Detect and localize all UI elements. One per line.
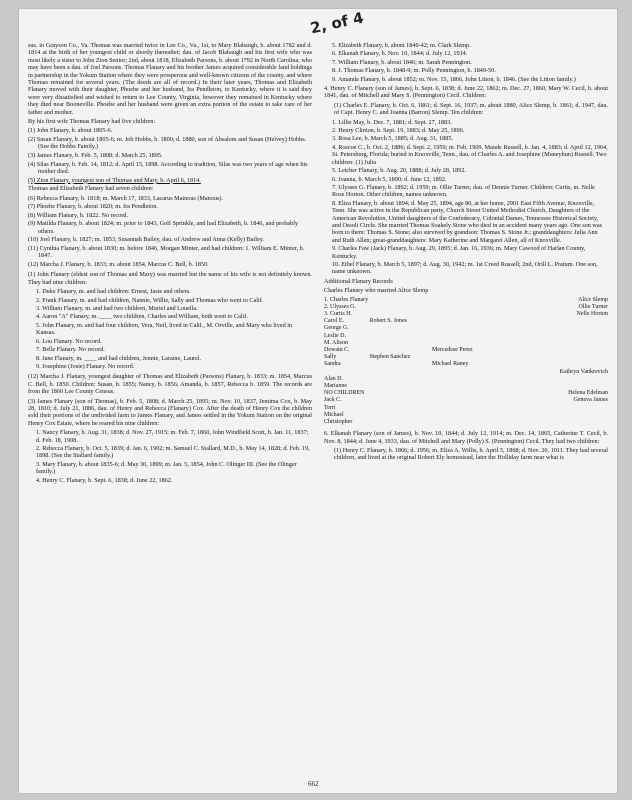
- table-cell: [511, 340, 608, 347]
- right-column: [324, 42, 608, 464]
- john-paragraph: (1) John Flanary (eldest son of Thomas and Mary) was married but the name of his wife is not definitely known. They had nine children:: [28, 271, 312, 286]
- second-wife-heading: Thomas and Elizabeth Flanary had seven children:: [28, 185, 154, 193]
- james-child: 8. J. Thomas Flanary, b. 1848-9; m. Polly Pennington, b. 1849-50.: [332, 67, 496, 75]
- table-cell: [369, 333, 431, 340]
- table-row: [324, 340, 608, 347]
- table-row: [324, 383, 608, 390]
- table-cell: [432, 318, 512, 325]
- table-cell: [432, 333, 512, 340]
- table-row: [324, 376, 608, 383]
- table-row: [324, 369, 608, 376]
- table-cell: Dewain C.: [324, 347, 350, 354]
- table-row: [324, 361, 608, 368]
- table-cell: [432, 419, 512, 426]
- table-cell: Sally: [324, 354, 337, 361]
- table-cell: Stephen Sanchez: [369, 354, 411, 361]
- table-cell: [369, 419, 431, 426]
- page-number: 662: [308, 780, 319, 788]
- table-cell: [432, 383, 512, 390]
- charles-child: 4. Roscoe C., b. Oct. 2, 1886; d. Sept. 2, 1959; m. Feb. 1909, Maude Russell, b. Jan. 4, 1883; d. April 12, 1964, St. Petersburg, Florida; buried in Knoxville, Tenn., dau. of Charles A. and Josephine (Muneyhun) Russell. Two children: (1) Julia: [332, 143, 608, 166]
- table-cell: Sandra: [324, 361, 341, 368]
- child-entry: (7) Phoebe Flanary, b. about 1820; m. Ira Pendleton.: [28, 203, 158, 211]
- child-entry: (9) Matilda Flanary, b. about 1824; m. prior to 1843, Golf Sprinkle, and had Elizabeth, b. 1846, and probably others.: [28, 220, 299, 235]
- table-cell: Kathryn Vankrevich: [559, 368, 608, 375]
- table-cell: Jack C.: [324, 397, 342, 404]
- table-cell: [369, 325, 431, 332]
- table-cell: Robert S. Jones: [369, 318, 407, 325]
- table-cell: Mercedese Perez: [431, 347, 473, 354]
- table-cell: M. Alison: [324, 339, 349, 346]
- table-cell: Michael: [324, 411, 344, 418]
- charles-child: 3. Rosa Lee, b. March 5, 1885; d. Aug. 31, 1885.: [332, 135, 453, 143]
- table-cell: Geneva James: [573, 397, 608, 404]
- table-row: [324, 311, 608, 318]
- table-cell: [511, 361, 608, 368]
- table-cell: [369, 397, 431, 404]
- table-cell: [369, 383, 431, 390]
- elkanah-child-paragraph: (1) Henry C. Flanary, b. 1866; d. 1956; m. Eliza A. Willis, b. April 5, 1868; d. Nov. 20, 1911. They had several children, and lived at the original Robert Ely homestead, later the Holliday farm near what is: [334, 447, 608, 462]
- table-cell: [369, 361, 431, 368]
- table-cell: Leslie D.: [324, 332, 346, 339]
- table-cell: [511, 318, 608, 325]
- table-row: [324, 347, 608, 354]
- table-cell: [369, 405, 431, 412]
- james-child: 2. Rebecca Flanary, b. Oct. 5, 1839; d. Jan. 6, 1902; m. Samuel C. Stallard, M.D., b. May 14, 1828; d. Feb. 19, 1898. (See the Stallard family.): [36, 444, 310, 460]
- table-cell: [511, 376, 608, 383]
- table-cell: Christopher: [324, 419, 353, 426]
- table-cell: Carol E.: [324, 318, 344, 325]
- table-row: [324, 354, 608, 361]
- john-child: 8. Jane Flanary, m. ____ and had children, Jennie, Laraine, Laurel.: [36, 354, 202, 362]
- table-cell: [369, 297, 431, 304]
- john-child: 9. Josephine (Josie) Flanary. No record.: [36, 362, 135, 370]
- table-cell: [432, 369, 512, 376]
- table-cell: [511, 383, 608, 390]
- additional-records-subtitle: Charles Flanary who married Alice Slemp: [324, 287, 429, 295]
- table-cell: Nelle Horton: [576, 311, 608, 317]
- table-row: [324, 297, 608, 304]
- additional-records-title: Additional Flanary Records: [324, 277, 393, 285]
- table-cell: [432, 412, 512, 419]
- henry-child-paragraph: (1) Charles E. Flanary, b. Oct. 6, 1861; d. Sept. 16, 1937; m. about 1880, Alice Slemp, b. 1861; d. 1947, dau. of Capt. Henry C. and Joanna (Barron) Slemp. Ten children:: [334, 101, 608, 117]
- table-cell: [369, 311, 431, 318]
- child-entry: (8) William Flanary, b. 1822. No record.: [28, 211, 128, 219]
- child-entry: (1) John Flanary, b. about 1805-6.: [28, 127, 113, 135]
- table-cell: [511, 354, 608, 361]
- table-cell: [432, 376, 512, 383]
- table-cell: [432, 340, 512, 347]
- table-row: [324, 318, 608, 325]
- table-row: [324, 405, 608, 412]
- charles-child: 2. Henry Clinton, b. Sept. 19, 1883; d. May 25, 1896.: [332, 127, 465, 135]
- table-cell: [369, 369, 431, 376]
- table-cell: 2. Ulysses G.: [324, 303, 357, 310]
- table-row: [324, 333, 608, 340]
- james-child: 3. Mary Flanary, b. about 1835-6; d. May 30, 1899; m. Jan. 5, 1854, John C. Olinger III. (See the Olinger family.): [36, 460, 297, 476]
- table-cell: [432, 390, 512, 397]
- child-entry: (12) Marcha J. Flanary, b. 1833; m. about 1854, Marcus C. Bell, b. 1850.: [28, 261, 209, 269]
- child-entry: (4) Silas Flanary, b. Feb. 14, 1812; d. April 15, 1898. According to tradition, Silas was two years of age when his mother died.: [28, 160, 308, 176]
- table-cell: [369, 412, 431, 419]
- table-cell: [432, 325, 512, 332]
- table-row: [324, 325, 608, 332]
- john-child: 2. Frank Flanary, m. and had children, Nannie, Willie, Sally and Thomas who went to Calif.: [36, 296, 264, 304]
- table-cell: [511, 347, 608, 354]
- john-child: 5. John Flanary, m. and had four children, Vera, Neil, lived in Calif., M. Orville, and Mary who lived in Kansas.: [36, 321, 293, 337]
- table-cell: Ollie Turner: [578, 303, 608, 310]
- table-cell: [369, 340, 431, 347]
- table-cell: [432, 311, 512, 318]
- table-cell: [432, 297, 512, 304]
- james-paragraph: (3) James Flanary (son of Thomas), b. Feb. 5, 1808; d. March 25, 1895; m. Nov. 10, 1837, Jemima Cox, b. May 28, 1810; d. July 21, 1886, dau. of Henry and Rebecca (Flanary) Cox. After the death of Henry Cox the children sold their portions of the undivided farm to James Flanary, and James settled in the Yokum Station on the original Henry Cox Estate, where he reared his nine children:: [28, 397, 312, 427]
- charles-child: 5. Letcher Flanary, b. Aug. 20, 1888; d. July 28, 1892.: [332, 167, 466, 175]
- table-cell: Alice Slemp: [578, 296, 608, 303]
- table-cell: [511, 333, 608, 340]
- table-row: [324, 390, 608, 397]
- child-entry: (3) James Flanary, b. Feb. 5, 1808; d. March 25, 1895.: [28, 152, 163, 160]
- table-cell: 3. Curtis H.: [324, 311, 353, 317]
- henry-paragraph: 4. Henry C. Flanary (son of James), b. Sept. 6, 1838; d. June 22, 1862; m. Dec. 27, 1860, Mary W. Cecil, b. about 1841, dau. of Mitchell and Mary S. (Pennington) Cecil. Children:: [324, 85, 608, 100]
- table-cell: [369, 304, 431, 311]
- handwritten-annotation: 2, of 4: [308, 8, 366, 38]
- table-cell: [432, 405, 512, 412]
- table-cell: [432, 304, 512, 311]
- table-cell: [511, 419, 608, 426]
- table-cell: Michael Raney: [431, 361, 469, 368]
- table-cell: [369, 376, 431, 383]
- john-child: 1. Duke Flanary, m. and had children: Ernest, Jasie and others.: [36, 288, 191, 296]
- table-cell: [432, 354, 512, 361]
- charles-child: 7. Ulysses G. Flanary, b. 1892; d. 1959; m. Ollie Turner, dau. of Dennie Turner. Children: Curtis, m. Nelle Rose Horton. Other children, names unknown.: [332, 183, 595, 199]
- table-cell: [511, 405, 608, 412]
- table-cell: [511, 325, 608, 332]
- charles-child: 8. Eliza Flanary, b. about 1894; d. May 25, 1894, age 80, at her home, 2901 East Fifth Avenue, Knoxville, Tenn. She was active in the Republican party, Church Street United Methodist Church, Daughters of the American Revolution, United daughters of the Confederacy, Colonial Dames, Tennessee Historical Society, and Ossoli Circle. She married Thomas Soakely Stone who died in an accident many years ago. One son was born to them: Thomas S. Stone; also survived by grandson: Thomas S. Stone Jr.; granddaughters: Julia Ann and Ruth Allen; great-granddaughters: Mary Katherine and Margaret Allen, all of Knoxville.: [332, 199, 603, 244]
- elkanah-paragraph: 6. Elkanah Flanary (son of James), b. Nov. 10, 1844; d. July 12, 1914; m. Dec. 14, 1865, Catherine T. Cecil, b. Nov. 8, 1844; d. June 4, 1933, dau. of Mitchell and Mary (Polly) S. (Pennington) Cecil. They had two children:: [324, 430, 608, 445]
- child-entry: (10) Joel Flanary, b. 1827; m. 1853, Susannah Bailey, dau. of Andrew and Anna (Kelly) Bailey.: [28, 236, 264, 244]
- child-entry: (6) Rebecca Flanary, b. 1818; m. March 17, 1833, Lacarus Mainous (Manous).: [28, 194, 223, 202]
- john-child: 7. Belle Flanary. No record.: [36, 346, 105, 354]
- table-cell: 1. Charles Flanary: [324, 296, 369, 303]
- child-entry: (2) Susan Flanary, b. about 1805-6; m. Job Hobbs, b. 1800; d. 1880, son of Absalom and Susan (Helvey) Hobbs. (See the Hobbs Family.): [28, 136, 307, 151]
- table-cell: Terri: [324, 404, 336, 411]
- table-row: [324, 397, 608, 404]
- table-row: [324, 304, 608, 311]
- table-cell: NO CHILDREN: [324, 390, 365, 397]
- table-cell: Helena Edelman: [568, 390, 608, 397]
- intro-paragraph: sus. in Grayson Co., Va. Thomas was married twice in Lee Co., Va., 1st, to Mary Blabaugh, b. about 1782 and d. 1814 at the birth of her youngest child or shortly thereafter; dau. of Jacob Blabaugh and his first wife who was most likely a sister to John Zion Senior; 2nd, about 1818, Elizabeth Parsons, b. about 1792 in North Carolina, who may have been a dau. of Joel Parsons. Thomas Flanary and his brother James acquired considerable land holdings in partnership in the Yokum Station where they were prosperous and well-known citizens of the county, and where Thomas remained for several years. (The deeds are all of record.) In their later years, Thomas and Elizabeth Flanary moved with their daughter, Phoebe and her husband, Ira Pendleton, to Kentucky, where it is said they were very dissatisfied and wished to return to Lee County, Virginia, however they remained in Kentucky where they died near Booneville. Phoebe and her husband were given an extra portion of the estate to take care of her father and mother.: [28, 42, 312, 116]
- charles-child: 1. Lillie May, b. Dec. 7, 1881; d. Sept. 27, 1883.: [332, 118, 452, 126]
- marcha-paragraph: (12) Marcha J. Flanary, youngest daughter of Thomas and Elizabeth (Parsons) Flanary, b. 1833; m. 1854, Marcus C. Bell, b. 1850. Children: Susan, b. 1855; Nancy, b. 1856; Amanda, b. 1857, Rebecca b. 1859. The records are from the 1860 Lee County Census.: [28, 373, 312, 396]
- table-cell: [324, 369, 369, 376]
- first-wife-heading: By his first wife Thomas Flanary had five children:: [28, 118, 156, 126]
- table-cell: [369, 390, 431, 397]
- james-child: 4. Henry C. Flanary, b. Sept. 6, 1838; d. June 22, 1862.: [36, 476, 173, 484]
- john-child: 3. William Flanary, m. and had two children, Muriel and Louella.: [36, 305, 198, 313]
- charles-child: 6. Joanna, b. March 5, 1890; d. June 12, 1892.: [332, 175, 447, 183]
- table-row: [324, 419, 608, 426]
- james-child: 5. Elizabeth Flanary, b. about 1840-42; m. Clark Slemp.: [332, 42, 471, 49]
- child-entry-underlined: (5) Zion Flanary, youngest son of Thomas and Mary, b. April 6, 1814.: [28, 176, 201, 184]
- table-cell: [432, 397, 512, 404]
- descendants-table: [324, 297, 608, 427]
- table-cell: [511, 412, 608, 419]
- james-child: 6. Elkanah Flanary, b. Nov. 10, 1844; d. July 12, 1914.: [332, 50, 468, 58]
- table-cell: Marianne: [324, 383, 347, 390]
- james-child: 9. Amanda Flanary, b. about 1852; m. Nov. 15, 1866, John Litton, b. 1846. (See the Litton family.): [332, 75, 576, 83]
- table-cell: George G.: [324, 325, 349, 332]
- table-cell: [369, 347, 431, 354]
- left-column: [28, 42, 312, 485]
- table-row: [324, 412, 608, 419]
- john-child: 4. Aaron "A" Flanary, m. ____ two children, Charles and William, both went to Calif.: [36, 313, 248, 321]
- document-page: [18, 8, 618, 794]
- james-child: 7. William Flanary, b. about 1846; m. Sarah Pennington.: [332, 58, 472, 66]
- james-child: 1. Nancy Flanary, b. Aug. 31, 1838; d. Nov. 27, 1915; m. Feb. 7, 1860, John Windfield Scott, b. Jan. 11, 1837; d. Feb. 18, 1908.: [36, 429, 309, 444]
- john-child: 6. Lou Flanary. No record.: [36, 337, 102, 345]
- table-cell: Alan D.: [324, 375, 343, 382]
- charles-child: 10. Ethel Flanary, b. March 5, 1897; d. Aug. 30, 1942; m. 1st Creed Russell; 2nd, Orill L. Pratum. One son, name unknown.: [332, 260, 598, 276]
- child-entry: (11) Cynthia Flanary, b. about 1830; m. before 1846, Morgan Minter, and had children: 1. William E. Minter, b. 1847.: [28, 245, 305, 260]
- charles-child: 9. Charles Faw (Jack) Flanary, b. Aug. 29, 1895; d. Jan. 16, 1936; m. Mary Cawood of Harlan County, Kentucky.: [332, 245, 586, 260]
